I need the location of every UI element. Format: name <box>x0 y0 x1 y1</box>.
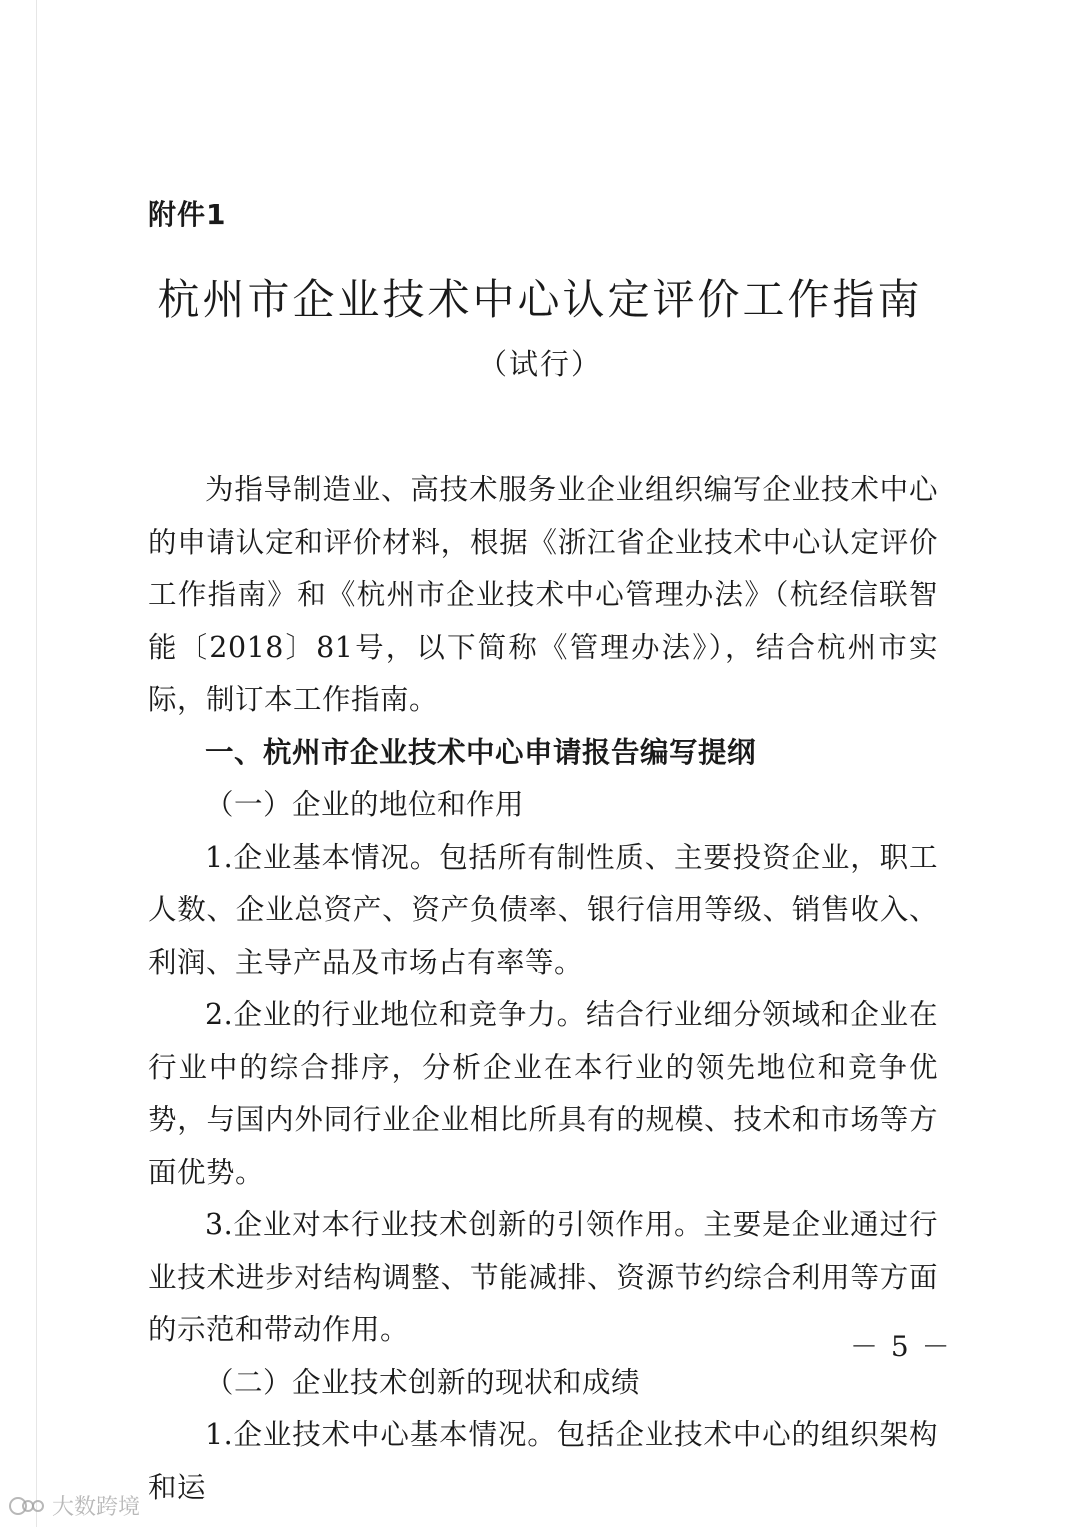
document-title: 杭州市企业技术中心认定评价工作指南 <box>157 275 923 324</box>
list-item: 3.企业对本行业技术创新的引领作用。主要是企业通过行业技术进步对结构调整、节能减排、资源节约综合利用等方面的示范和带动作用。 <box>148 1208 938 1346</box>
list-item: 2.企业的行业地位和竞争力。结合行业细分领域和企业在行业中的综合排序，分析企业在本行业的领先地位和竞争优势，与国内外同行业企业相比所具有的规模、技术和市场等方面优势。 <box>148 998 938 1189</box>
intro-paragraph: 为指导制造业、高技术服务业企业组织编写企业技术中心的申请认定和评价材料，根据《浙江省企业技术中心认定评价工作指南》和《杭州市企业技术中心管理办法》（杭经信联智能〔2018〕81号，以下简称《管理办法》），结合杭州市实际，制订本工作指南。 <box>148 473 938 716</box>
document-body <box>148 464 938 1514</box>
watermark <box>6 1490 140 1521</box>
page-number: － 5 － <box>850 1330 952 1363</box>
watermark-text: 大数跨境 <box>52 1495 141 1520</box>
list-item: 1.企业基本情况。包括所有制性质、主要投资企业，职工人数、企业总资产、资产负债率、银行信用等级、销售收入、利润、主导产品及市场占有率等。 <box>148 840 938 979</box>
subsection-heading-2: （二）企业技术创新的现状和成绩 <box>205 1365 641 1399</box>
section-heading-1: 一、杭州市企业技术中心申请报告编写提纲 <box>205 735 757 769</box>
document-subtitle: （试行） <box>477 347 602 381</box>
attachment-label: 附件1 <box>148 198 227 231</box>
watermark-logo-icon <box>6 1493 46 1519</box>
page-edge <box>36 0 37 1527</box>
list-item: 1.企业技术中心基本情况。包括企业技术中心的组织架构和运 <box>148 1418 938 1504</box>
subsection-heading-1: （一）企业的地位和作用 <box>205 788 525 821</box>
